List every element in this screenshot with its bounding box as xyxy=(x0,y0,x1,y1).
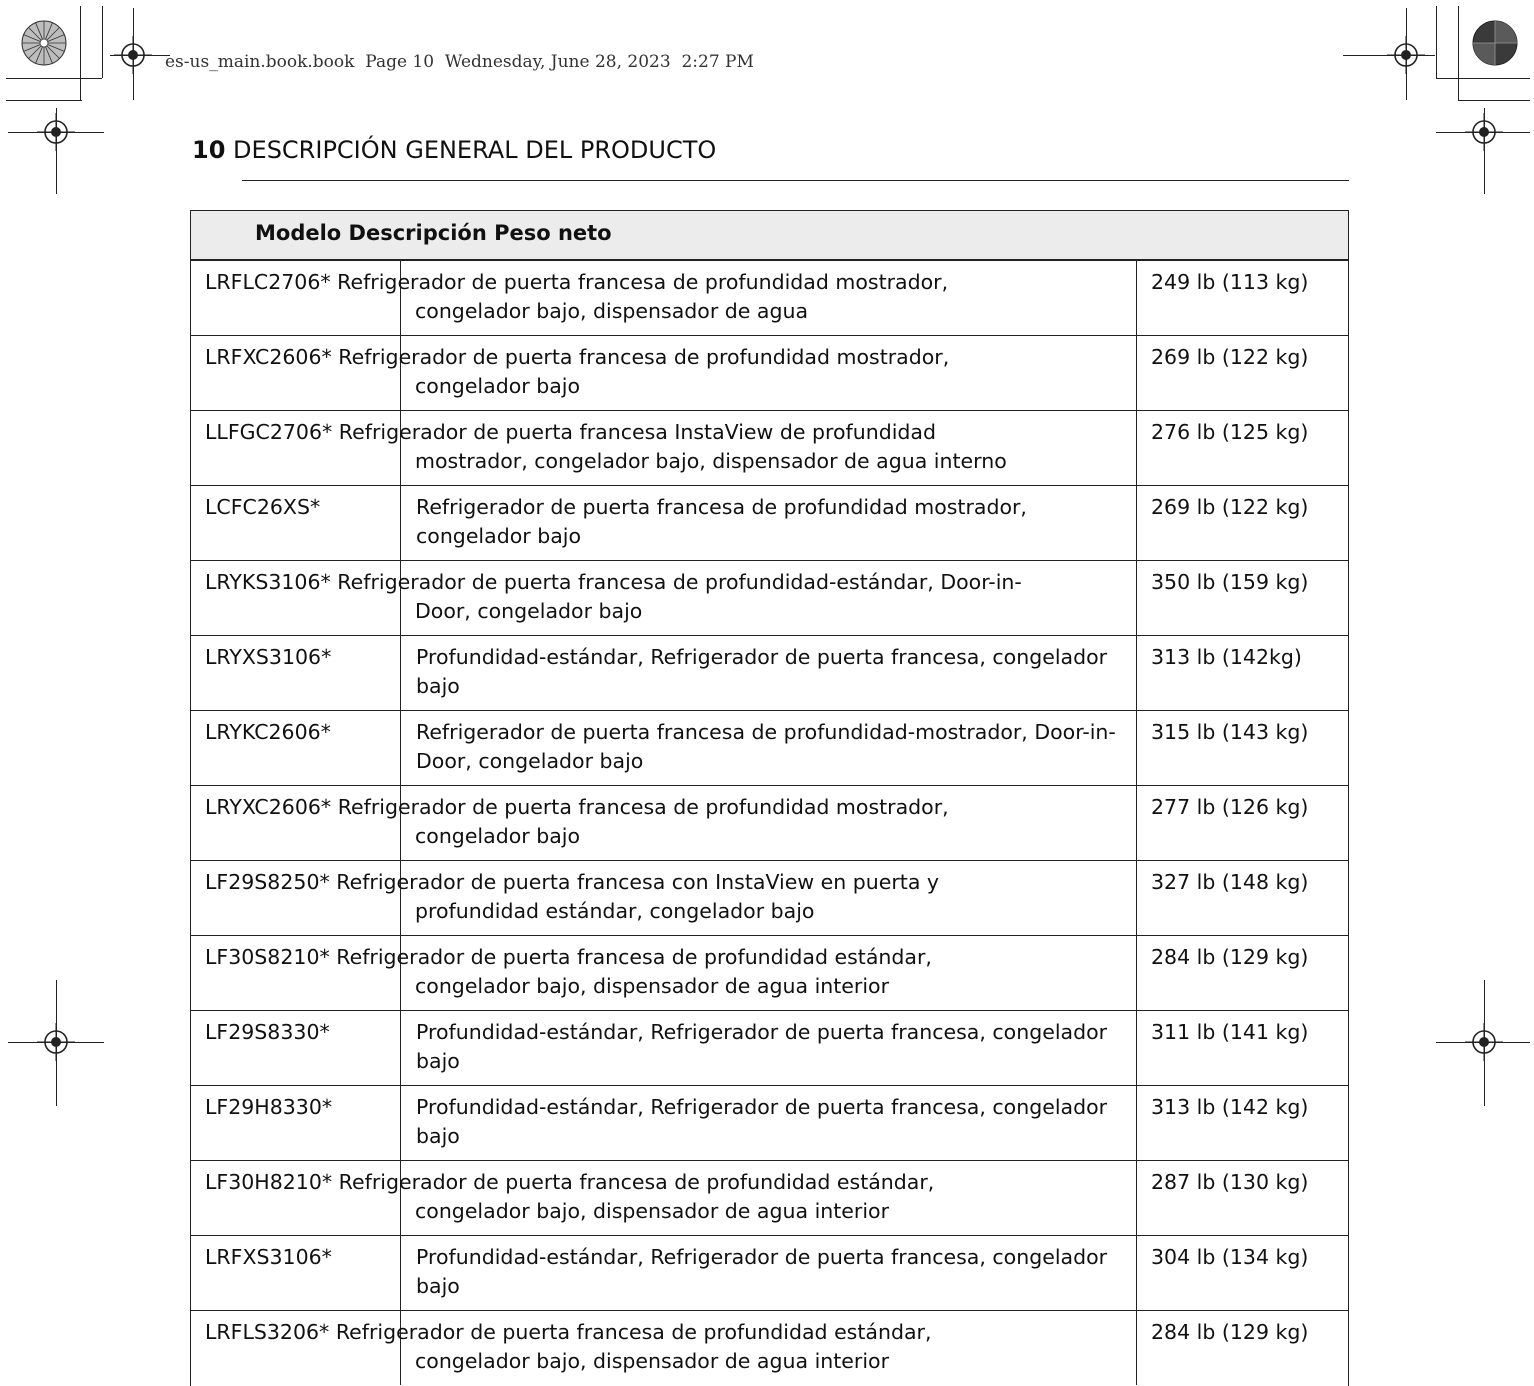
description-line: Refrigerador de puerta francesa de profundidad estándar, xyxy=(338,1170,935,1194)
table-row xyxy=(190,336,1349,411)
page-number: 10 xyxy=(192,136,226,164)
net-weight: 304 lb (134 kg) xyxy=(1151,1245,1309,1269)
registration-mark-icon xyxy=(1387,36,1425,74)
table-row xyxy=(190,786,1349,861)
table-row xyxy=(190,1236,1349,1311)
registration-mark-icon xyxy=(1465,113,1503,151)
table-row xyxy=(190,561,1349,636)
table-row xyxy=(190,711,1349,786)
print-slug: es-us_main.book.book Page 10 Wednesday, June 28, 2023 2:27 PM xyxy=(165,52,754,72)
description-line: profundidad estándar, congelador bajo xyxy=(415,899,815,923)
model-code: LRYXS3106* xyxy=(205,645,332,669)
table-row xyxy=(190,1311,1349,1386)
model-code: LLFGC2706* xyxy=(205,420,333,444)
model-description-cell xyxy=(205,493,1130,551)
net-weight: 311 lb (141 kg) xyxy=(1151,1020,1309,1044)
star-target-icon xyxy=(19,18,69,68)
description-text: Refrigerador de puerta francesa de profundidad-mostrador, Door-in-Door, congelador bajo xyxy=(416,720,1116,773)
description-line: Refrigerador de puerta francesa de profundidad-estándar, Door-in- xyxy=(337,570,1022,594)
model-description-cell xyxy=(205,268,1130,326)
description-line: Refrigerador de puerta francesa de profundidad estándar, xyxy=(336,945,932,969)
description-line: congelador bajo xyxy=(415,824,581,848)
section-title: DESCRIPCIÓN GENERAL DEL PRODUCTO xyxy=(233,136,717,164)
description-line: congelador bajo, dispensador de agua xyxy=(415,299,809,323)
description-text: Profundidad-estándar, Refrigerador de puerta francesa, congelador bajo xyxy=(416,645,1108,698)
model-description-cell xyxy=(205,868,1130,926)
description-text: Profundidad-estándar, Refrigerador de puerta francesa, congelador bajo xyxy=(416,1095,1108,1148)
net-weight: 350 lb (159 kg) xyxy=(1151,570,1309,594)
net-weight: 269 lb (122 kg) xyxy=(1151,495,1309,519)
registration-mark-icon xyxy=(114,36,152,74)
table-row xyxy=(190,1086,1349,1161)
description-text: Refrigerador de puerta francesa de profundidad mostrador, congelador bajo xyxy=(416,495,1027,548)
description-line: congelador bajo, dispensador de agua interior xyxy=(415,1349,890,1373)
model-description-cell xyxy=(205,1243,1130,1301)
model-code: LF29H8330* xyxy=(205,1095,333,1119)
model-code: LRFXC2606* xyxy=(205,345,332,369)
model-code: LF29S8330* xyxy=(205,1020,330,1044)
model-code: LRYKC2606* xyxy=(205,720,331,744)
model-description-cell xyxy=(205,1093,1130,1151)
description-line: Refrigerador de puerta francesa con InstaView en puerta y xyxy=(336,870,940,894)
net-weight: 315 lb (143 kg) xyxy=(1151,720,1309,744)
net-weight: 277 lb (126 kg) xyxy=(1151,795,1309,819)
net-weight: 284 lb (129 kg) xyxy=(1151,1320,1309,1344)
model-description-cell xyxy=(205,568,1130,626)
description-line: congelador bajo, dispensador de agua interior xyxy=(415,1199,890,1223)
description-line: mostrador, congelador bajo, dispensador de agua interno xyxy=(415,449,1007,473)
model-description-cell xyxy=(205,643,1130,701)
model-code: LRYXC2606* xyxy=(205,795,332,819)
model-code: LRFLC2706* xyxy=(205,270,331,294)
description-line: congelador bajo xyxy=(415,374,581,398)
net-weight: 269 lb (122 kg) xyxy=(1151,345,1309,369)
model-description-cell xyxy=(205,343,1130,401)
page-title xyxy=(192,136,716,164)
model-description-cell xyxy=(205,793,1130,851)
model-description-cell xyxy=(205,1318,1130,1376)
net-weight: 276 lb (125 kg) xyxy=(1151,420,1309,444)
description-text: Profundidad-estándar, Refrigerador de puerta francesa, congelador bajo xyxy=(416,1245,1108,1298)
net-weight: 249 lb (113 kg) xyxy=(1151,270,1309,294)
model-code: LF30S8210* xyxy=(205,945,330,969)
model-code: LRFLS3206* xyxy=(205,1320,330,1344)
model-code: LCFC26XS* xyxy=(205,495,321,519)
description-text: Profundidad-estándar, Refrigerador de puerta francesa, congelador bajo xyxy=(416,1020,1108,1073)
model-code: LRFXS3106* xyxy=(205,1245,332,1269)
description-line: congelador bajo, dispensador de agua interior xyxy=(415,974,890,998)
net-weight: 327 lb (148 kg) xyxy=(1151,870,1309,894)
registration-mark-icon xyxy=(37,1023,75,1061)
model-description-cell xyxy=(205,943,1130,1001)
description-line: Refrigerador de puerta francesa de profundidad mostrador, xyxy=(338,345,950,369)
model-description-cell xyxy=(205,718,1130,776)
description-line: Refrigerador de puerta francesa de profundidad mostrador, xyxy=(337,270,949,294)
net-weight: 313 lb (142kg) xyxy=(1151,645,1302,669)
model-code: LRYKS3106* xyxy=(205,570,331,594)
table-row xyxy=(190,411,1349,486)
table-header-text: Modelo Descripción Peso neto xyxy=(255,221,612,245)
table-row xyxy=(190,861,1349,936)
model-code: LF30H8210* xyxy=(205,1170,333,1194)
model-description-cell xyxy=(205,418,1130,476)
table-row xyxy=(190,636,1349,711)
table-row xyxy=(190,261,1349,336)
model-description-cell xyxy=(205,1168,1130,1226)
description-line: Refrigerador de puerta francesa de profundidad estándar, xyxy=(335,1320,932,1344)
table-row xyxy=(190,1011,1349,1086)
product-table xyxy=(190,210,1349,1386)
title-rule xyxy=(242,180,1349,181)
color-target-icon xyxy=(1470,18,1520,68)
registration-mark-icon xyxy=(37,113,75,151)
description-line: Refrigerador de puerta francesa de profundidad mostrador, xyxy=(337,795,949,819)
net-weight: 287 lb (130 kg) xyxy=(1151,1170,1309,1194)
net-weight: 284 lb (129 kg) xyxy=(1151,945,1309,969)
table-row xyxy=(190,936,1349,1011)
table-header xyxy=(190,210,1349,261)
description-line: Door, congelador bajo xyxy=(415,599,643,623)
table-row xyxy=(190,1161,1349,1236)
model-code: LF29S8250* xyxy=(205,870,330,894)
registration-mark-icon xyxy=(1465,1023,1503,1061)
table-row xyxy=(190,486,1349,561)
net-weight: 313 lb (142 kg) xyxy=(1151,1095,1309,1119)
description-line: Refrigerador de puerta francesa InstaView de profundidad xyxy=(338,420,936,444)
model-description-cell xyxy=(205,1018,1130,1076)
